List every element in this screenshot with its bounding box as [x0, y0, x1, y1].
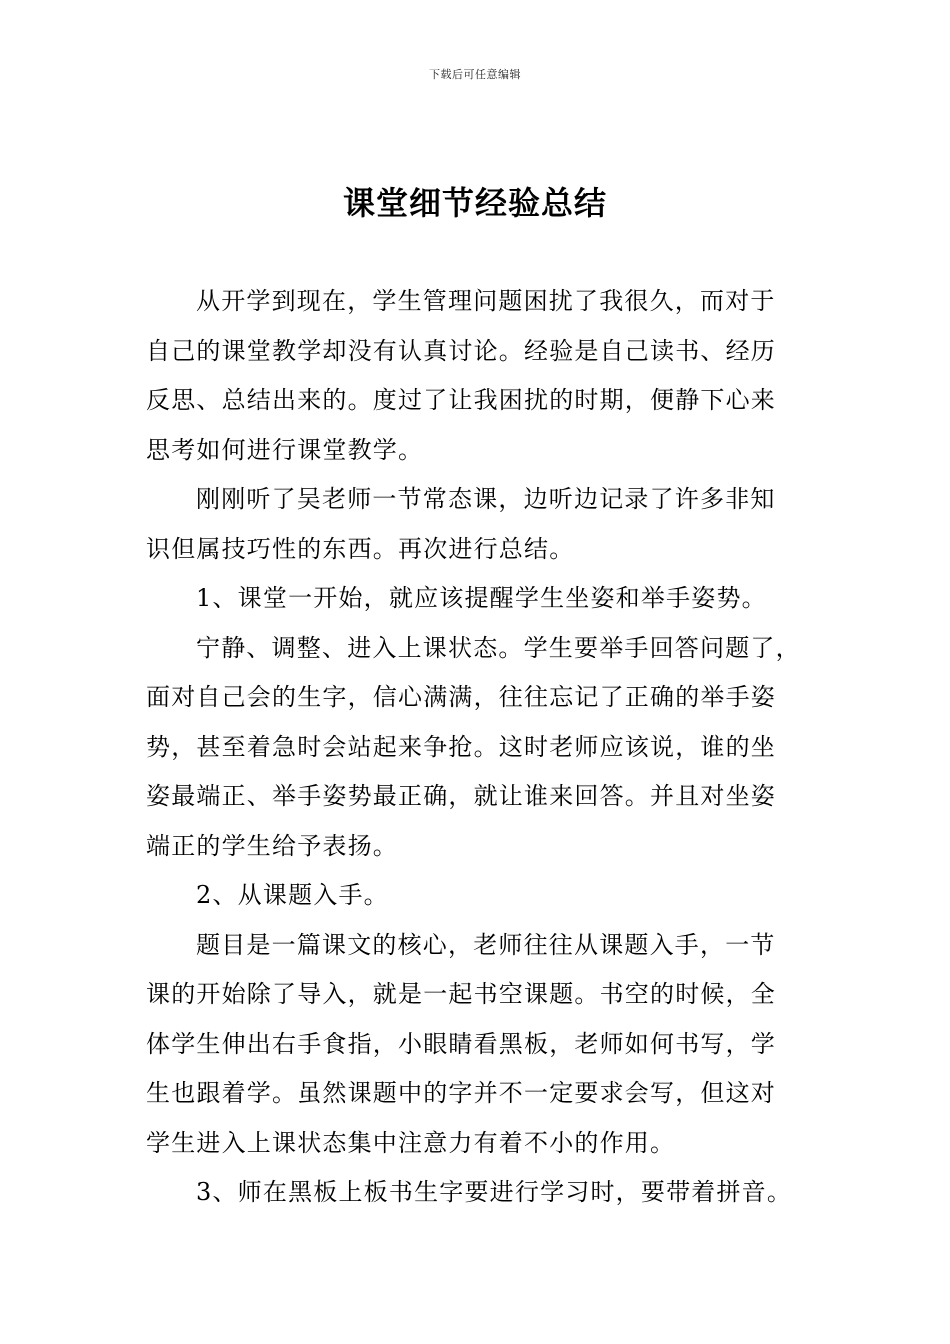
paragraph [146, 475, 816, 574]
paragraph-line: 题目是一篇课文的核心，老师往往从课题入手，一节 [196, 930, 776, 959]
paragraph-line: 学生进入上课状态集中注意力有着不小的作用。 [146, 1128, 676, 1157]
paragraph-line: 课的开始除了导入，就是一起书空课题。书空的时候，全 [146, 980, 776, 1008]
paragraph [146, 871, 816, 921]
paragraph-line: 从开学到现在，学生管理问题困扰了我很久，而对于 [196, 287, 776, 315]
paragraph [146, 574, 816, 624]
paragraph-line: 势，甚至着急时会站起来争抢。这时老师应该说，谁的坐 [146, 732, 776, 761]
paragraph-line: 2、从课题入手。 [196, 881, 389, 909]
paragraph-line: 反思、总结出来的。度过了让我困扰的时期，便静下心来 [146, 386, 776, 414]
paragraph-line: 3、师在黑板上板书生字要进行学习时，要带着拼音。 [196, 1178, 793, 1206]
paragraph [146, 277, 816, 475]
paragraph-line: 端正的学生给予表扬。 [146, 831, 398, 860]
paragraph-line: 自己的课堂教学却没有认真讨论。经验是自己读书、经历 [146, 336, 776, 365]
paragraph-line: 1、课堂一开始，就应该提醒学生坐姿和举手姿势。 [196, 584, 767, 612]
paragraph [146, 921, 816, 1169]
paragraph-line: 刚刚听了吴老师一节常态课，边听边记录了许多非知 [196, 485, 776, 513]
paragraph-line: 体学生伸出右手食指，小眼睛看黑板，老师如何书写，学 [146, 1029, 776, 1058]
paragraph-line: 生也跟着学。虽然课题中的字并不一定要求会写，但这对 [146, 1079, 776, 1107]
header-note: 下载后可任意编辑 [429, 68, 521, 81]
paragraph [146, 1168, 816, 1218]
document-title: 课堂细节经验总结 [342, 184, 607, 222]
paragraph-line: 姿最端正、举手姿势最正确，就让谁来回答。并且对坐姿 [146, 782, 776, 810]
paragraph [146, 624, 816, 872]
paragraph-line: 宁静、调整、进入上课状态。学生要举手回答问题了， [196, 633, 801, 662]
paragraph-line: 识但属技巧性的东西。再次进行总结。 [146, 534, 575, 563]
paragraph-line: 面对自己会的生字，信心满满，往往忘记了正确的举手姿 [146, 683, 776, 711]
paragraph-line: 思考如何进行课堂教学。 [146, 435, 424, 464]
document-body [146, 277, 816, 1218]
